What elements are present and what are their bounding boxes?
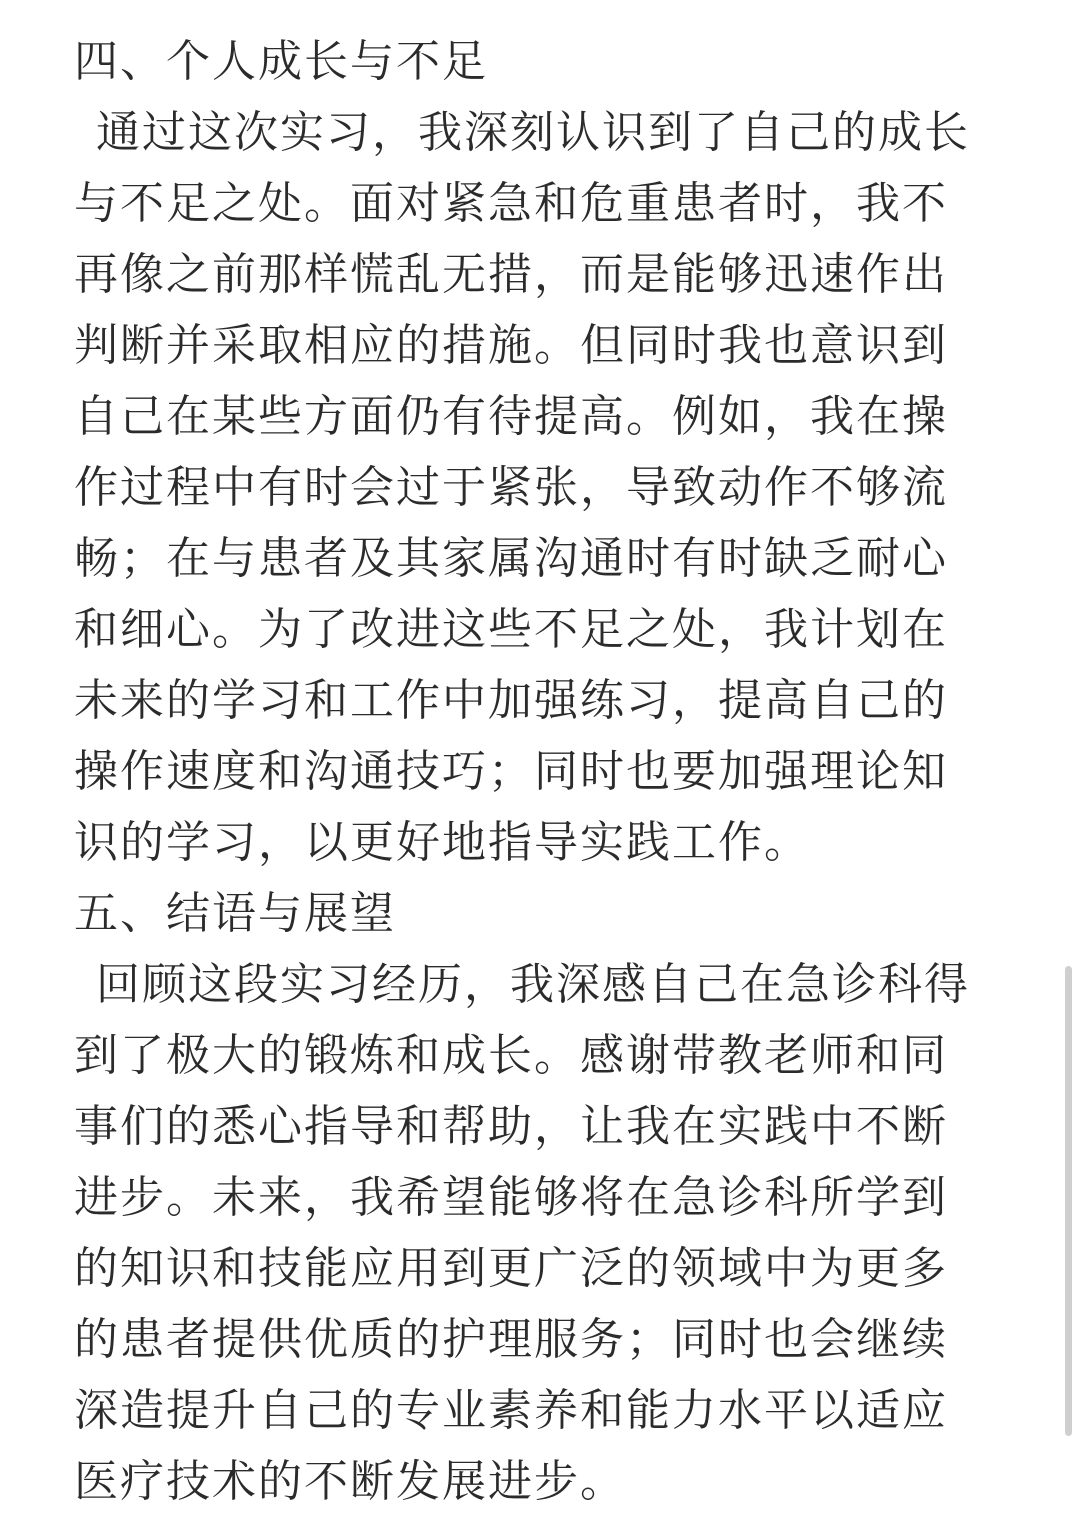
paragraph-line: 医疗技术的不断发展进步。 — [74, 1456, 626, 1507]
vertical-scrollbar[interactable] — [1065, 966, 1072, 1436]
paragraph-line: 操作速度和沟通技巧；同时也要加强理论知 — [74, 746, 948, 797]
paragraph-line: 进步。未来，我希望能够将在急诊科所学到 — [74, 1172, 948, 1223]
paragraph-line: 事们的悉心指导和帮助，让我在实践中不断 — [74, 1101, 948, 1152]
paragraph-line: 通过这次实习，我深刻认识到了自己的成长 — [96, 107, 970, 158]
paragraph-line: 的患者提供优质的护理服务；同时也会继续 — [74, 1314, 948, 1365]
paragraph-line: 作过程中有时会过于紧张，导致动作不够流 — [74, 462, 948, 513]
section-heading: 四、个人成长与不足 — [74, 36, 488, 87]
section-personal-growth — [74, 26, 1004, 878]
paragraph-line: 和细心。为了改进这些不足之处，我计划在 — [74, 604, 948, 655]
paragraph-line: 识的学习，以更好地指导实践工作。 — [74, 817, 810, 868]
section-paragraph — [74, 949, 1004, 1517]
paragraph-line: 未来的学习和工作中加强练习，提高自己的 — [74, 675, 948, 726]
paragraph-line: 判断并采取相应的措施。但同时我也意识到 — [74, 320, 948, 371]
section-paragraph — [74, 97, 1004, 878]
section-conclusion — [74, 878, 1004, 1517]
paragraph-line: 与不足之处。面对紧急和危重患者时，我不 — [74, 178, 948, 229]
paragraph-line: 自己在某些方面仍有待提高。例如，我在操 — [74, 391, 948, 442]
section-heading: 五、结语与展望 — [74, 888, 396, 939]
paragraph-line: 到了极大的锻炼和成长。感谢带教老师和同 — [74, 1030, 948, 1081]
paragraph-line: 畅；在与患者及其家属沟通时有时缺乏耐心 — [74, 533, 948, 584]
paragraph-line: 再像之前那样慌乱无措，而是能够迅速作出 — [74, 249, 948, 300]
paragraph-line: 深造提升自己的专业素养和能力水平以适应 — [74, 1385, 948, 1436]
paragraph-line: 的知识和技能应用到更广泛的领域中为更多 — [74, 1243, 948, 1294]
paragraph-line: 回顾这段实习经历，我深感自己在急诊科得 — [96, 959, 970, 1010]
